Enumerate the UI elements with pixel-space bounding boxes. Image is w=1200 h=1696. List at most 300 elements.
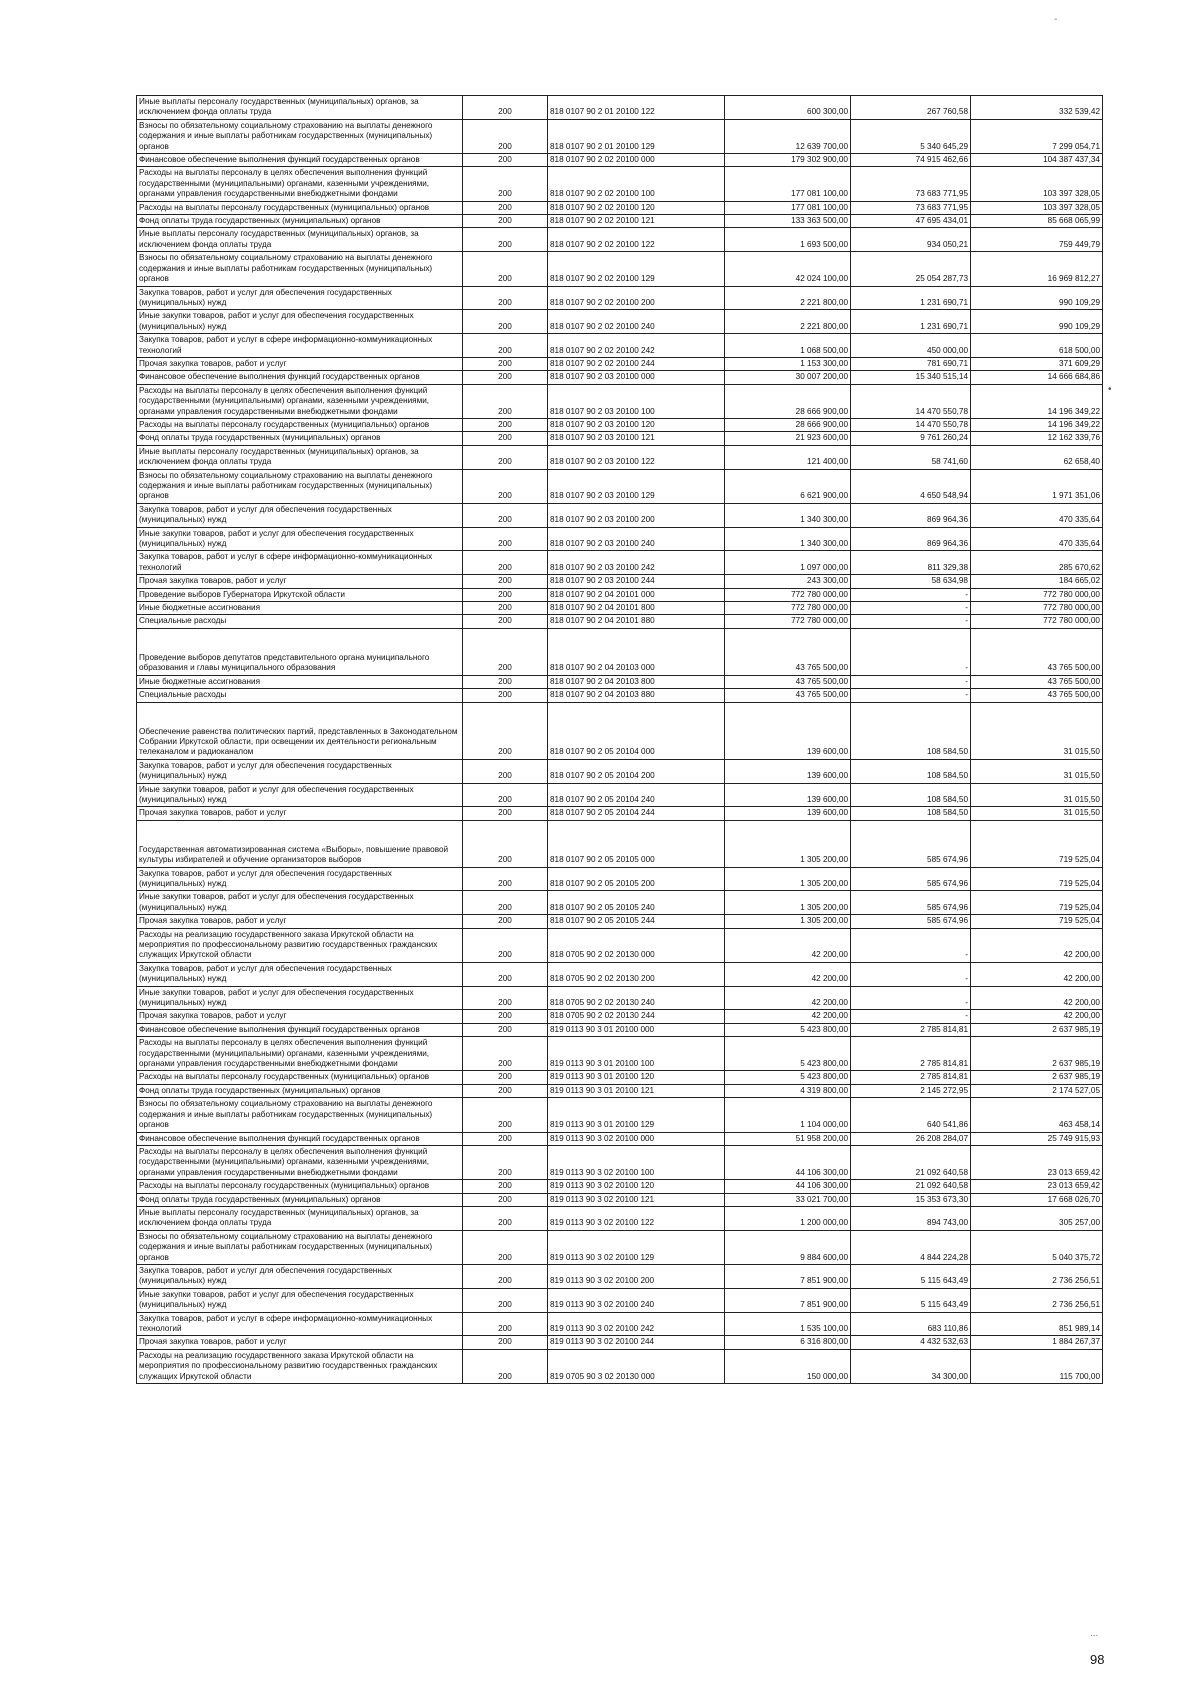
table-row bbox=[137, 675, 1103, 688]
table-row bbox=[137, 167, 1103, 201]
remaining-amount-cell: 990 109,29 bbox=[971, 310, 1103, 334]
executed-amount-cell: - bbox=[851, 628, 971, 675]
executed-amount-cell: 5 115 643,49 bbox=[851, 1288, 971, 1312]
budget-classification-code-cell: 818 0107 90 2 02 20100 122 bbox=[548, 228, 725, 252]
budget-classification-code-cell: 818 0107 90 2 03 20100 100 bbox=[548, 384, 725, 418]
table-row bbox=[137, 119, 1103, 153]
approved-amount-cell: 1 535 100,00 bbox=[725, 1312, 851, 1336]
table-row bbox=[137, 1349, 1103, 1383]
approved-amount-cell: 600 300,00 bbox=[725, 96, 851, 120]
approved-amount-cell: 1 305 200,00 bbox=[725, 867, 851, 891]
executed-amount-cell: - bbox=[851, 602, 971, 615]
approved-amount-cell: 1 340 300,00 bbox=[725, 527, 851, 551]
budget-classification-code-cell: 818 0107 90 2 03 20100 200 bbox=[548, 503, 725, 527]
remaining-amount-cell: 5 040 375,72 bbox=[971, 1230, 1103, 1264]
remaining-amount-cell: 1 884 267,37 bbox=[971, 1336, 1103, 1349]
remaining-amount-cell: 43 765 500,00 bbox=[971, 628, 1103, 675]
approved-amount-cell: 42 200,00 bbox=[725, 962, 851, 986]
executed-amount-cell: 58 634,98 bbox=[851, 575, 971, 588]
executed-amount-cell: 25 054 287,73 bbox=[851, 252, 971, 286]
expense-name-cell: Расходы на выплаты персоналу в целях обеспечения выполнения функций государственными (муниципальными) органами, казенными учреждениями, органами управления государственными внебюджетными фондами bbox=[137, 167, 463, 201]
executed-amount-cell: 585 674,96 bbox=[851, 915, 971, 928]
approved-amount-cell: 2 221 800,00 bbox=[725, 310, 851, 334]
remaining-amount-cell: 103 397 328,05 bbox=[971, 167, 1103, 201]
table-row bbox=[137, 1098, 1103, 1132]
expense-name-cell: Прочая закупка товаров, работ и услуг bbox=[137, 1336, 463, 1349]
expense-name-cell: Государственная автоматизированная система «Выборы», повышение правовой культуры избирателей и обучение организаторов выборов bbox=[137, 820, 463, 867]
budget-execution-table bbox=[136, 95, 1103, 1384]
budget-classification-code-cell: 818 0107 90 2 05 20105 200 bbox=[548, 867, 725, 891]
approved-amount-cell: 4 319 800,00 bbox=[725, 1084, 851, 1097]
line-code-cell: 200 bbox=[463, 432, 548, 445]
expense-name-cell: Фонд оплаты труда государственных (муниципальных) органов bbox=[137, 1084, 463, 1097]
budget-classification-code-cell: 819 0113 90 3 02 20100 242 bbox=[548, 1312, 725, 1336]
line-code-cell: 200 bbox=[463, 215, 548, 228]
executed-amount-cell: 4 844 224,28 bbox=[851, 1230, 971, 1264]
line-code-cell: 200 bbox=[463, 1084, 548, 1097]
budget-classification-code-cell: 818 0107 90 2 05 20104 000 bbox=[548, 702, 725, 759]
executed-amount-cell: 869 964,36 bbox=[851, 503, 971, 527]
approved-amount-cell: 5 423 800,00 bbox=[725, 1037, 851, 1071]
remaining-amount-cell: 7 299 054,71 bbox=[971, 119, 1103, 153]
page-number: 98 bbox=[1090, 1652, 1105, 1667]
expense-name-cell: Иные выплаты персоналу государственных (муниципальных) органов, за исключением фонда оплаты труда bbox=[137, 445, 463, 469]
expense-name-cell: Фонд оплаты труда государственных (муниципальных) органов bbox=[137, 1193, 463, 1206]
executed-amount-cell: 47 695 434,01 bbox=[851, 215, 971, 228]
remaining-amount-cell: 463 458,14 bbox=[971, 1098, 1103, 1132]
budget-classification-code-cell: 818 0107 90 2 03 20100 000 bbox=[548, 371, 725, 384]
line-code-cell: 200 bbox=[463, 252, 548, 286]
executed-amount-cell: 640 541,86 bbox=[851, 1098, 971, 1132]
approved-amount-cell: 9 884 600,00 bbox=[725, 1230, 851, 1264]
approved-amount-cell: 44 106 300,00 bbox=[725, 1180, 851, 1193]
table-row bbox=[137, 503, 1103, 527]
approved-amount-cell: 772 780 000,00 bbox=[725, 615, 851, 628]
budget-classification-code-cell: 819 0113 90 3 02 20100 000 bbox=[548, 1132, 725, 1145]
table-row bbox=[137, 1336, 1103, 1349]
table-body bbox=[137, 96, 1103, 1384]
approved-amount-cell: 1 153 300,00 bbox=[725, 357, 851, 370]
approved-amount-cell: 139 600,00 bbox=[725, 702, 851, 759]
remaining-amount-cell: 719 525,04 bbox=[971, 891, 1103, 915]
table-row bbox=[137, 228, 1103, 252]
budget-classification-code-cell: 818 0705 90 2 02 20130 200 bbox=[548, 962, 725, 986]
executed-amount-cell: 21 092 640,58 bbox=[851, 1180, 971, 1193]
approved-amount-cell: 44 106 300,00 bbox=[725, 1145, 851, 1179]
expense-name-cell: Закупка товаров, работ и услуг для обеспечения государственных (муниципальных) нужд bbox=[137, 759, 463, 783]
remaining-amount-cell: 43 765 500,00 bbox=[971, 675, 1103, 688]
budget-classification-code-cell: 818 0107 90 2 03 20100 122 bbox=[548, 445, 725, 469]
expense-name-cell: Расходы на выплаты персоналу в целях обеспечения выполнения функций государственными (муниципальными) органами, казенными учреждениями, органами управления государственными внебюджетными фондами bbox=[137, 1037, 463, 1071]
approved-amount-cell: 1 097 000,00 bbox=[725, 551, 851, 575]
budget-classification-code-cell: 819 0113 90 3 01 20100 121 bbox=[548, 1084, 725, 1097]
expense-name-cell: Расходы на выплаты персоналу государственных (муниципальных) органов bbox=[137, 1071, 463, 1084]
table-row bbox=[137, 575, 1103, 588]
remaining-amount-cell: 42 200,00 bbox=[971, 928, 1103, 962]
line-code-cell: 200 bbox=[463, 986, 548, 1010]
executed-amount-cell: - bbox=[851, 689, 971, 702]
table-row bbox=[137, 783, 1103, 807]
remaining-amount-cell: 2 174 527,05 bbox=[971, 1084, 1103, 1097]
approved-amount-cell: 5 423 800,00 bbox=[725, 1023, 851, 1036]
remaining-amount-cell: 371 609,29 bbox=[971, 357, 1103, 370]
table-row bbox=[137, 628, 1103, 675]
expense-name-cell: Закупка товаров, работ и услуг в сфере информационно-коммуникационных технологий bbox=[137, 1312, 463, 1336]
expense-name-cell: Иные закупки товаров, работ и услуг для обеспечения государственных (муниципальных) нужд bbox=[137, 310, 463, 334]
expense-name-cell: Фонд оплаты труда государственных (муниципальных) органов bbox=[137, 215, 463, 228]
table-row bbox=[137, 820, 1103, 867]
line-code-cell: 200 bbox=[463, 1023, 548, 1036]
executed-amount-cell: - bbox=[851, 962, 971, 986]
remaining-amount-cell: 2 637 985,19 bbox=[971, 1071, 1103, 1084]
executed-amount-cell: 58 741,60 bbox=[851, 445, 971, 469]
executed-amount-cell: 108 584,50 bbox=[851, 783, 971, 807]
approved-amount-cell: 43 765 500,00 bbox=[725, 628, 851, 675]
approved-amount-cell: 177 081 100,00 bbox=[725, 201, 851, 214]
budget-classification-code-cell: 818 0107 90 2 03 20100 240 bbox=[548, 527, 725, 551]
table-row bbox=[137, 1206, 1103, 1230]
executed-amount-cell: - bbox=[851, 986, 971, 1010]
expense-name-cell: Закупка товаров, работ и услуг в сфере информационно-коммуникационных технологий bbox=[137, 334, 463, 358]
executed-amount-cell: 5 340 645,29 bbox=[851, 119, 971, 153]
table-row bbox=[137, 527, 1103, 551]
remaining-amount-cell: 14 196 349,22 bbox=[971, 418, 1103, 431]
table-row bbox=[137, 334, 1103, 358]
line-code-cell: 200 bbox=[463, 1336, 548, 1349]
approved-amount-cell: 1 693 500,00 bbox=[725, 228, 851, 252]
budget-classification-code-cell: 819 0113 90 3 01 20100 000 bbox=[548, 1023, 725, 1036]
remaining-amount-cell: 719 525,04 bbox=[971, 820, 1103, 867]
executed-amount-cell: - bbox=[851, 588, 971, 601]
expense-name-cell: Расходы на выплаты персоналу государственных (муниципальных) органов bbox=[137, 201, 463, 214]
budget-classification-code-cell: 818 0107 90 2 04 20103 000 bbox=[548, 628, 725, 675]
expense-name-cell: Закупка товаров, работ и услуг для обеспечения государственных (муниципальных) нужд bbox=[137, 286, 463, 310]
remaining-amount-cell: 17 668 026,70 bbox=[971, 1193, 1103, 1206]
budget-classification-code-cell: 818 0107 90 2 02 20100 121 bbox=[548, 215, 725, 228]
line-code-cell: 200 bbox=[463, 1010, 548, 1023]
approved-amount-cell: 12 639 700,00 bbox=[725, 119, 851, 153]
line-code-cell: 200 bbox=[463, 575, 548, 588]
scan-mark-bottom: ... bbox=[1090, 1628, 1099, 1639]
approved-amount-cell: 7 851 900,00 bbox=[725, 1264, 851, 1288]
executed-amount-cell: 2 145 272,95 bbox=[851, 1084, 971, 1097]
line-code-cell: 200 bbox=[463, 783, 548, 807]
approved-amount-cell: 51 958 200,00 bbox=[725, 1132, 851, 1145]
line-code-cell: 200 bbox=[463, 1206, 548, 1230]
executed-amount-cell: 34 300,00 bbox=[851, 1349, 971, 1383]
line-code-cell: 200 bbox=[463, 96, 548, 120]
line-code-cell: 200 bbox=[463, 1037, 548, 1071]
expense-name-cell: Прочая закупка товаров, работ и услуг bbox=[137, 575, 463, 588]
remaining-amount-cell: 23 013 659,42 bbox=[971, 1180, 1103, 1193]
expense-name-cell: Закупка товаров, работ и услуг в сфере информационно-коммуникационных технологий bbox=[137, 551, 463, 575]
remaining-amount-cell: 2 637 985,19 bbox=[971, 1023, 1103, 1036]
table-row bbox=[137, 891, 1103, 915]
line-code-cell: 200 bbox=[463, 228, 548, 252]
executed-amount-cell: - bbox=[851, 928, 971, 962]
executed-amount-cell: 15 340 515,14 bbox=[851, 371, 971, 384]
executed-amount-cell: 450 000,00 bbox=[851, 334, 971, 358]
approved-amount-cell: 243 300,00 bbox=[725, 575, 851, 588]
remaining-amount-cell: 719 525,04 bbox=[971, 915, 1103, 928]
budget-classification-code-cell: 819 0113 90 3 02 20100 240 bbox=[548, 1288, 725, 1312]
remaining-amount-cell: 990 109,29 bbox=[971, 286, 1103, 310]
executed-amount-cell: 934 050,21 bbox=[851, 228, 971, 252]
table-row bbox=[137, 986, 1103, 1010]
table-row bbox=[137, 928, 1103, 962]
remaining-amount-cell: 285 670,62 bbox=[971, 551, 1103, 575]
approved-amount-cell: 150 000,00 bbox=[725, 1349, 851, 1383]
table-row bbox=[137, 1193, 1103, 1206]
remaining-amount-cell: 851 989,14 bbox=[971, 1312, 1103, 1336]
expense-name-cell: Финансовое обеспечение выполнения функций государственных органов bbox=[137, 371, 463, 384]
line-code-cell: 200 bbox=[463, 807, 548, 820]
remaining-amount-cell: 2 637 985,19 bbox=[971, 1037, 1103, 1071]
approved-amount-cell: 179 302 900,00 bbox=[725, 154, 851, 167]
line-code-cell: 200 bbox=[463, 286, 548, 310]
table-row bbox=[137, 759, 1103, 783]
executed-amount-cell: 14 470 550,78 bbox=[851, 384, 971, 418]
table-row bbox=[137, 915, 1103, 928]
expense-name-cell: Проведение выборов депутатов представительного органа муниципального образования и главы муниципального образования bbox=[137, 628, 463, 675]
line-code-cell: 200 bbox=[463, 1132, 548, 1145]
approved-amount-cell: 43 765 500,00 bbox=[725, 675, 851, 688]
line-code-cell: 200 bbox=[463, 675, 548, 688]
budget-classification-code-cell: 818 0107 90 2 04 20101 800 bbox=[548, 602, 725, 615]
table-row bbox=[137, 1180, 1103, 1193]
table-row bbox=[137, 1023, 1103, 1036]
expense-name-cell: Иные закупки товаров, работ и услуг для обеспечения государственных (муниципальных) нужд bbox=[137, 783, 463, 807]
table-row bbox=[137, 1145, 1103, 1179]
budget-classification-code-cell: 819 0113 90 3 02 20100 122 bbox=[548, 1206, 725, 1230]
table-row bbox=[137, 602, 1103, 615]
budget-classification-code-cell: 818 0107 90 2 02 20100 240 bbox=[548, 310, 725, 334]
budget-classification-code-cell: 819 0113 90 3 02 20100 121 bbox=[548, 1193, 725, 1206]
expense-name-cell: Расходы на выплаты персоналу в целях обеспечения выполнения функций государственными (муниципальными) органами, казенными учреждениями, органами управления государственными внебюджетными фондами bbox=[137, 384, 463, 418]
executed-amount-cell: 73 683 771,95 bbox=[851, 167, 971, 201]
table-row bbox=[137, 1312, 1103, 1336]
remaining-amount-cell: 719 525,04 bbox=[971, 867, 1103, 891]
line-code-cell: 200 bbox=[463, 1193, 548, 1206]
approved-amount-cell: 42 200,00 bbox=[725, 928, 851, 962]
remaining-amount-cell: 2 736 256,51 bbox=[971, 1264, 1103, 1288]
line-code-cell: 200 bbox=[463, 1312, 548, 1336]
expense-name-cell: Прочая закупка товаров, работ и услуг bbox=[137, 807, 463, 820]
executed-amount-cell: 26 208 284,07 bbox=[851, 1132, 971, 1145]
approved-amount-cell: 28 666 900,00 bbox=[725, 384, 851, 418]
line-code-cell: 200 bbox=[463, 371, 548, 384]
line-code-cell: 200 bbox=[463, 445, 548, 469]
scan-mark-side: • bbox=[1108, 384, 1112, 395]
budget-classification-code-cell: 818 0107 90 2 04 20101 000 bbox=[548, 588, 725, 601]
remaining-amount-cell: 184 665,02 bbox=[971, 575, 1103, 588]
line-code-cell: 200 bbox=[463, 702, 548, 759]
expense-name-cell: Финансовое обеспечение выполнения функций государственных органов bbox=[137, 1023, 463, 1036]
remaining-amount-cell: 85 668 065,99 bbox=[971, 215, 1103, 228]
executed-amount-cell: - bbox=[851, 1010, 971, 1023]
remaining-amount-cell: 772 780 000,00 bbox=[971, 588, 1103, 601]
line-code-cell: 200 bbox=[463, 418, 548, 431]
expense-name-cell: Иные закупки товаров, работ и услуг для обеспечения государственных (муниципальных) нужд bbox=[137, 1288, 463, 1312]
budget-classification-code-cell: 818 0107 90 2 02 20100 100 bbox=[548, 167, 725, 201]
table-row bbox=[137, 1037, 1103, 1071]
table-row bbox=[137, 432, 1103, 445]
expense-name-cell: Взносы по обязательному социальному страхованию на выплаты денежного содержания и иные выплаты работникам государственных (муниципальных) органов bbox=[137, 119, 463, 153]
executed-amount-cell: 74 915 462,66 bbox=[851, 154, 971, 167]
expense-name-cell: Финансовое обеспечение выполнения функций государственных органов bbox=[137, 1132, 463, 1145]
table-row bbox=[137, 371, 1103, 384]
expense-name-cell: Иные закупки товаров, работ и услуг для обеспечения государственных (муниципальных) нужд bbox=[137, 986, 463, 1010]
executed-amount-cell: 108 584,50 bbox=[851, 759, 971, 783]
approved-amount-cell: 1 305 200,00 bbox=[725, 820, 851, 867]
approved-amount-cell: 6 316 800,00 bbox=[725, 1336, 851, 1349]
budget-classification-code-cell: 819 0113 90 3 01 20100 120 bbox=[548, 1071, 725, 1084]
remaining-amount-cell: 305 257,00 bbox=[971, 1206, 1103, 1230]
remaining-amount-cell: 42 200,00 bbox=[971, 962, 1103, 986]
remaining-amount-cell: 14 666 684,86 bbox=[971, 371, 1103, 384]
executed-amount-cell: 781 690,71 bbox=[851, 357, 971, 370]
executed-amount-cell: 14 470 550,78 bbox=[851, 418, 971, 431]
remaining-amount-cell: 23 013 659,42 bbox=[971, 1145, 1103, 1179]
expense-name-cell: Специальные расходы bbox=[137, 689, 463, 702]
executed-amount-cell: - bbox=[851, 675, 971, 688]
remaining-amount-cell: 31 015,50 bbox=[971, 759, 1103, 783]
approved-amount-cell: 43 765 500,00 bbox=[725, 689, 851, 702]
table-row bbox=[137, 201, 1103, 214]
executed-amount-cell: 2 785 814,81 bbox=[851, 1023, 971, 1036]
table-row bbox=[137, 286, 1103, 310]
table-row bbox=[137, 689, 1103, 702]
line-code-cell: 200 bbox=[463, 615, 548, 628]
table-row bbox=[137, 702, 1103, 759]
line-code-cell: 200 bbox=[463, 334, 548, 358]
approved-amount-cell: 1 200 000,00 bbox=[725, 1206, 851, 1230]
remaining-amount-cell: 1 971 351,06 bbox=[971, 469, 1103, 503]
executed-amount-cell: 811 329,38 bbox=[851, 551, 971, 575]
approved-amount-cell: 21 923 600,00 bbox=[725, 432, 851, 445]
line-code-cell: 200 bbox=[463, 689, 548, 702]
executed-amount-cell: 4 432 532,63 bbox=[851, 1336, 971, 1349]
budget-classification-code-cell: 818 0107 90 2 02 20100 244 bbox=[548, 357, 725, 370]
approved-amount-cell: 1 305 200,00 bbox=[725, 891, 851, 915]
table-row bbox=[137, 867, 1103, 891]
table-row bbox=[137, 252, 1103, 286]
approved-amount-cell: 7 851 900,00 bbox=[725, 1288, 851, 1312]
table-row bbox=[137, 418, 1103, 431]
budget-classification-code-cell: 818 0107 90 2 05 20105 244 bbox=[548, 915, 725, 928]
budget-classification-code-cell: 819 0113 90 3 01 20100 100 bbox=[548, 1037, 725, 1071]
executed-amount-cell: 585 674,96 bbox=[851, 820, 971, 867]
expense-name-cell: Иные закупки товаров, работ и услуг для обеспечения государственных (муниципальных) нужд bbox=[137, 527, 463, 551]
executed-amount-cell: 2 785 814,81 bbox=[851, 1037, 971, 1071]
approved-amount-cell: 1 340 300,00 bbox=[725, 503, 851, 527]
table-row bbox=[137, 310, 1103, 334]
budget-classification-code-cell: 818 0107 90 2 03 20100 120 bbox=[548, 418, 725, 431]
table-row bbox=[137, 962, 1103, 986]
remaining-amount-cell: 104 387 437,34 bbox=[971, 154, 1103, 167]
budget-classification-code-cell: 818 0107 90 2 02 20100 000 bbox=[548, 154, 725, 167]
approved-amount-cell: 1 305 200,00 bbox=[725, 915, 851, 928]
table-row bbox=[137, 1264, 1103, 1288]
budget-classification-code-cell: 818 0705 90 2 02 20130 244 bbox=[548, 1010, 725, 1023]
expense-name-cell: Взносы по обязательному социальному страхованию на выплаты денежного содержания и иные выплаты работникам государственных (муниципальных) органов bbox=[137, 1098, 463, 1132]
line-code-cell: 200 bbox=[463, 384, 548, 418]
line-code-cell: 200 bbox=[463, 867, 548, 891]
remaining-amount-cell: 772 780 000,00 bbox=[971, 602, 1103, 615]
line-code-cell: 200 bbox=[463, 310, 548, 334]
expense-name-cell: Проведение выборов Губернатора Иркутской области bbox=[137, 588, 463, 601]
expense-name-cell: Иные бюджетные ассигнования bbox=[137, 675, 463, 688]
budget-classification-code-cell: 819 0113 90 3 02 20100 120 bbox=[548, 1180, 725, 1193]
budget-classification-code-cell: 818 0107 90 2 02 20100 242 bbox=[548, 334, 725, 358]
expense-name-cell: Прочая закупка товаров, работ и услуг bbox=[137, 915, 463, 928]
expense-name-cell: Фонд оплаты труда государственных (муниципальных) органов bbox=[137, 432, 463, 445]
executed-amount-cell: 5 115 643,49 bbox=[851, 1264, 971, 1288]
executed-amount-cell: 4 650 548,94 bbox=[851, 469, 971, 503]
budget-classification-code-cell: 818 0107 90 2 02 20100 129 bbox=[548, 252, 725, 286]
line-code-cell: 200 bbox=[463, 469, 548, 503]
approved-amount-cell: 28 666 900,00 bbox=[725, 418, 851, 431]
remaining-amount-cell: 12 162 339,76 bbox=[971, 432, 1103, 445]
expense-name-cell: Обеспечение равенства политических партий, представленных в Законодательном Собрании Иркутской области, при освещении их деятельности региональным телеканалом и радиоканалом bbox=[137, 702, 463, 759]
remaining-amount-cell: 470 335,64 bbox=[971, 527, 1103, 551]
budget-classification-code-cell: 818 0107 90 2 04 20101 880 bbox=[548, 615, 725, 628]
expense-name-cell: Иные выплаты персоналу государственных (муниципальных) органов, за исключением фонда оплаты труда bbox=[137, 228, 463, 252]
approved-amount-cell: 121 400,00 bbox=[725, 445, 851, 469]
line-code-cell: 200 bbox=[463, 820, 548, 867]
expense-name-cell: Закупка товаров, работ и услуг для обеспечения государственных (муниципальных) нужд bbox=[137, 1264, 463, 1288]
approved-amount-cell: 772 780 000,00 bbox=[725, 602, 851, 615]
expense-name-cell: Иные выплаты персоналу государственных (муниципальных) органов, за исключением фонда оплаты труда bbox=[137, 96, 463, 120]
line-code-cell: 200 bbox=[463, 154, 548, 167]
expense-name-cell: Закупка товаров, работ и услуг для обеспечения государственных (муниципальных) нужд bbox=[137, 962, 463, 986]
line-code-cell: 200 bbox=[463, 503, 548, 527]
line-code-cell: 200 bbox=[463, 357, 548, 370]
expense-name-cell: Прочая закупка товаров, работ и услуг bbox=[137, 1010, 463, 1023]
line-code-cell: 200 bbox=[463, 119, 548, 153]
remaining-amount-cell: 332 539,42 bbox=[971, 96, 1103, 120]
budget-classification-code-cell: 819 0113 90 3 02 20100 244 bbox=[548, 1336, 725, 1349]
table-row bbox=[137, 215, 1103, 228]
budget-classification-code-cell: 819 0113 90 3 01 20100 129 bbox=[548, 1098, 725, 1132]
expense-name-cell: Прочая закупка товаров, работ и услуг bbox=[137, 357, 463, 370]
expense-name-cell: Расходы на выплаты персоналу государственных (муниципальных) органов bbox=[137, 1180, 463, 1193]
expense-name-cell: Взносы по обязательному социальному страхованию на выплаты денежного содержания и иные выплаты работникам государственных (муниципальных) органов bbox=[137, 1230, 463, 1264]
remaining-amount-cell: 62 658,40 bbox=[971, 445, 1103, 469]
line-code-cell: 200 bbox=[463, 1071, 548, 1084]
remaining-amount-cell: 14 196 349,22 bbox=[971, 384, 1103, 418]
line-code-cell: 200 bbox=[463, 928, 548, 962]
budget-classification-code-cell: 818 0705 90 2 02 20130 000 bbox=[548, 928, 725, 962]
approved-amount-cell: 133 363 500,00 bbox=[725, 215, 851, 228]
remaining-amount-cell: 470 335,64 bbox=[971, 503, 1103, 527]
line-code-cell: 200 bbox=[463, 201, 548, 214]
budget-classification-code-cell: 819 0705 90 3 02 20130 000 bbox=[548, 1349, 725, 1383]
line-code-cell: 200 bbox=[463, 1098, 548, 1132]
budget-classification-code-cell: 818 0107 90 2 05 20105 000 bbox=[548, 820, 725, 867]
table-row bbox=[137, 1010, 1103, 1023]
expense-name-cell: Расходы на реализацию государственного заказа Иркутской области на мероприятия по профессиональному развитию государственных гражданских служащих Иркутской области bbox=[137, 928, 463, 962]
budget-classification-code-cell: 819 0113 90 3 02 20100 100 bbox=[548, 1145, 725, 1179]
expense-name-cell: Расходы на реализацию государственного заказа Иркутской области на мероприятия по профессиональному развитию государственных гражданских служащих Иркутской области bbox=[137, 1349, 463, 1383]
line-code-cell: 200 bbox=[463, 1349, 548, 1383]
table-row bbox=[137, 357, 1103, 370]
table-row bbox=[137, 615, 1103, 628]
approved-amount-cell: 42 024 100,00 bbox=[725, 252, 851, 286]
remaining-amount-cell: 2 736 256,51 bbox=[971, 1288, 1103, 1312]
executed-amount-cell: 585 674,96 bbox=[851, 867, 971, 891]
line-code-cell: 200 bbox=[463, 602, 548, 615]
